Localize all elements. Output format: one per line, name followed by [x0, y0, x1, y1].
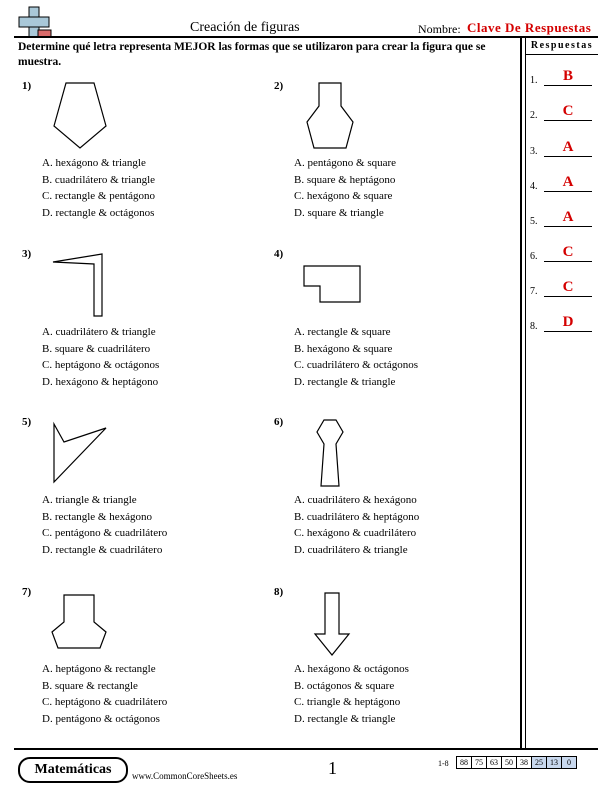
score-cell: 75 — [472, 757, 487, 769]
answer-number: 2. — [530, 110, 538, 121]
pentagon-figure — [50, 80, 110, 152]
question-number: 3) — [22, 248, 32, 260]
page-number: 1 — [328, 758, 337, 778]
option: B. square & cuadrilátero — [42, 342, 151, 355]
answer-row-4 — [530, 172, 592, 194]
answer-line — [544, 120, 592, 121]
option: D. hexágono & heptágono — [42, 375, 159, 388]
option: C. cuadrilátero & octágonos — [294, 359, 419, 371]
score-table — [456, 756, 577, 769]
answer-letter: D — [562, 314, 574, 330]
answer-number: 1. — [530, 75, 538, 86]
answer-letter: C — [562, 103, 574, 119]
question-number: 5) — [22, 416, 32, 428]
answer-row-6 — [530, 242, 592, 264]
cup-figure — [46, 592, 112, 652]
option: D. square & triangle — [294, 206, 384, 219]
score-cell: 0 — [562, 757, 577, 769]
answers-header: Respuestas — [530, 40, 594, 51]
score-cell: 13 — [547, 757, 562, 769]
answer-number: 5. — [530, 216, 538, 227]
answer-letter: C — [562, 244, 574, 260]
option: C. rectangle & pentágono — [42, 190, 156, 202]
option: D. cuadrilátero & triangle — [294, 543, 408, 556]
option: B. square & heptágono — [294, 173, 396, 186]
bottle-figure — [300, 80, 360, 152]
answer-line — [544, 156, 592, 157]
plus-logo-icon — [18, 6, 52, 40]
score-cell: 25 — [532, 757, 547, 769]
option: B. octágonos & square — [294, 679, 395, 692]
instructions: Determine qué letra representa MEJOR las formas que se utilizaron para crear la figura que se muestra. — [18, 41, 486, 68]
option: B. rectangle & hexágono — [42, 510, 152, 523]
answer-row-2 — [530, 101, 592, 123]
score-cell: 63 — [487, 757, 502, 769]
answer-number: 8. — [530, 321, 538, 332]
brand-badge: Matemáticas — [18, 757, 128, 783]
tie-figure — [308, 418, 352, 490]
header-divider — [14, 36, 598, 38]
answer-letter: A — [562, 139, 574, 155]
question-number: 4) — [274, 248, 284, 260]
answer-row-8 — [530, 312, 592, 334]
question-4-options — [294, 324, 418, 390]
answer-number: 3. — [530, 146, 538, 157]
option: A. hexágono & triangle — [42, 157, 146, 169]
down-arrow-figure — [312, 590, 352, 658]
option: A. cuadrilátero & triangle — [42, 326, 156, 338]
option: C. heptágono & cuadrilátero — [42, 696, 168, 708]
angle-bar-figure — [50, 250, 110, 320]
answer-number: 4. — [530, 181, 538, 192]
option: A. hexágono & octágonos — [294, 663, 409, 675]
score-cell: 50 — [502, 757, 517, 769]
answer-letter: B — [562, 68, 573, 84]
arrowhead-figure — [50, 420, 110, 486]
answer-line — [544, 261, 592, 262]
l-shape-figure — [300, 262, 366, 306]
answer-line — [544, 296, 592, 297]
answer-row-3 — [530, 137, 592, 159]
option: C. hexágono & cuadrilátero — [294, 527, 417, 539]
site-url: www.CommonCoreSheets.es — [132, 771, 238, 781]
answer-line — [544, 331, 592, 332]
question-7-options — [42, 661, 167, 727]
option: D. rectangle & triangle — [294, 712, 396, 725]
option: A. cuadrilátero & hexágono — [294, 494, 417, 506]
footer-divider — [14, 748, 598, 750]
option: A. pentágono & square — [294, 157, 397, 169]
answers-header-divider — [526, 54, 598, 55]
score-range-label: 1-8 — [438, 759, 449, 768]
option: D. rectangle & triangle — [294, 375, 396, 388]
answer-number: 7. — [530, 286, 538, 297]
answer-number: 6. — [530, 251, 538, 262]
question-6-options — [294, 492, 419, 558]
option: B. square & rectangle — [42, 679, 138, 692]
answer-column-divider — [520, 36, 522, 748]
question-number: 2) — [274, 80, 284, 92]
option: A. heptágono & rectangle — [42, 663, 156, 675]
answer-column-divider-inner — [525, 36, 526, 748]
question-number: 1) — [22, 80, 32, 92]
question-number: 6) — [274, 416, 284, 428]
name-value: Clave De Respuestas — [467, 20, 592, 35]
question-8-options — [294, 661, 409, 727]
answer-row-5 — [530, 207, 592, 229]
answer-row-7 — [530, 277, 592, 299]
option: C. pentágono & cuadrilátero — [42, 527, 168, 539]
question-2-options — [294, 155, 396, 221]
question-number: 8) — [274, 586, 284, 598]
option: B. cuadrilátero & heptágono — [294, 510, 420, 523]
option: D. pentágono & octágonos — [42, 712, 160, 725]
question-1-options — [42, 155, 155, 221]
answer-letter: A — [562, 209, 574, 225]
answer-line — [544, 226, 592, 227]
option: A. triangle & triangle — [42, 494, 137, 506]
score-cell: 88 — [457, 757, 472, 769]
option: D. rectangle & cuadrilátero — [42, 543, 163, 556]
option: C. heptágono & octágonos — [42, 359, 160, 371]
worksheet-title: Creación de figuras — [190, 20, 300, 35]
answer-row-1 — [530, 66, 592, 88]
question-5-options — [42, 492, 167, 558]
answer-letter: A — [562, 174, 574, 190]
name-label: Nombre: — [418, 22, 461, 36]
question-number: 7) — [22, 586, 32, 598]
option: C. triangle & heptágono — [294, 696, 401, 708]
option: D. rectangle & octágonos — [42, 206, 155, 219]
option: C. hexágono & square — [294, 190, 393, 202]
answer-line — [544, 191, 592, 192]
answer-letter: C — [562, 279, 574, 295]
option: A. rectangle & square — [294, 326, 391, 338]
answer-line — [544, 85, 592, 86]
option: B. hexágono & square — [294, 342, 393, 355]
question-3-options — [42, 324, 159, 390]
score-cell: 38 — [517, 757, 532, 769]
option: B. cuadrilátero & triangle — [42, 173, 156, 186]
